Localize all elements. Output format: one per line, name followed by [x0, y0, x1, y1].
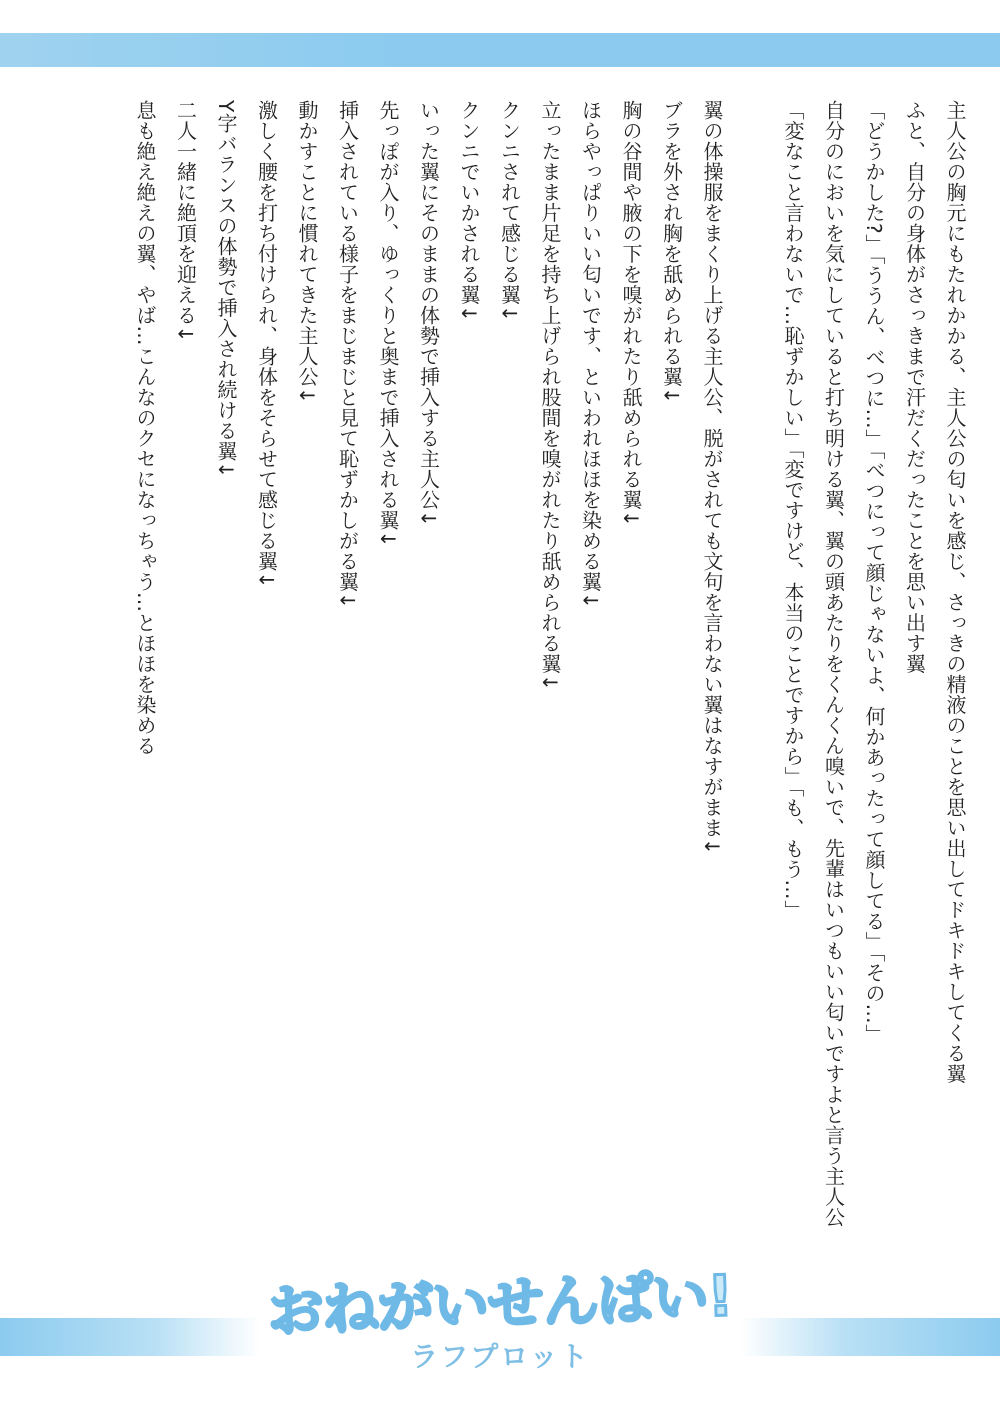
text-line: ブラを外され胸を舐められる翼↓: [659, 100, 684, 405]
text-line: 「変なこと言わないで…恥ずかしい」「変ですけど、本当のことですから」「も、もう…」: [781, 100, 805, 921]
title-logo: [255, 1263, 745, 1374]
text-line: クンニでいかされる翼↓: [457, 100, 481, 323]
text-line: 挿入されている様子をまじまじと見て恥ずかしがる翼↓: [335, 100, 360, 610]
text-line: 息も絶え絶えの翼、やば…こんなのクセになっちゃう…とほほを染める: [133, 100, 157, 756]
text-line: 主人公の胸元にもたれかかる、主人公の匂いを感じ、さっきの精液のことを思い出してドキドキしてくる翼: [943, 100, 967, 1084]
text-line: Y字バランスの体勢で挿入され続ける翼↓: [214, 100, 238, 479]
bottom-decorative-band-left: [0, 1318, 260, 1356]
text-line: 激しく腰を打ち付けられ、身体をそらせて感じる翼↓: [254, 100, 279, 589]
text-line: 立ったまま片足を持ち上げられ股間を嗅がれたり舐められる翼↓: [538, 100, 562, 692]
text-line: 翼の体操服をまくり上げる主人公、脱がされても文句を言わない翼はなすがまま↓: [700, 100, 724, 856]
plot-text-column: [130, 100, 975, 1250]
text-line: 胸の谷間や腋の下を嗅がれたり舐められる翼↓: [619, 100, 643, 528]
text-line: 動かすことに慣れてきた主人公↓: [295, 100, 319, 405]
text-line: 二人一緒に絶頂を迎える↓: [173, 100, 198, 343]
text-line: 「どうかした?」「ううん、べつに…」「べつにって顔じゃないよ、何かあったって顔してる」「その…」: [862, 100, 886, 1045]
logo-title: おねがいせんぱい!: [266, 1263, 734, 1346]
bottom-decorative-band-right: [740, 1318, 1000, 1356]
text-line: 先っぽが入り、ゆっくりと奥まで挿入される翼↓: [376, 100, 400, 548]
text-line: ふと、自分の身体がさっきまで汗だくだったことを思い出す翼: [902, 100, 927, 674]
top-decorative-band: [0, 33, 1000, 67]
text-line: ほらやっぱりいい匂いです、といわれほほを染める翼↓: [578, 100, 603, 610]
logo-subtitle: ラフプロット: [410, 1340, 590, 1373]
paragraph-gap: [732, 100, 773, 1250]
text-line: いった翼にそのままの体勢で挿入する主人公↓: [416, 100, 441, 528]
text-line: 自分のにおいを気にしていると打ち明ける翼、翼の頭あたりをくんくん嗅いで、先輩はいつもいい匂いですよと言う主人公: [821, 100, 846, 1228]
text-line: クンニされて感じる翼↓: [497, 100, 522, 323]
